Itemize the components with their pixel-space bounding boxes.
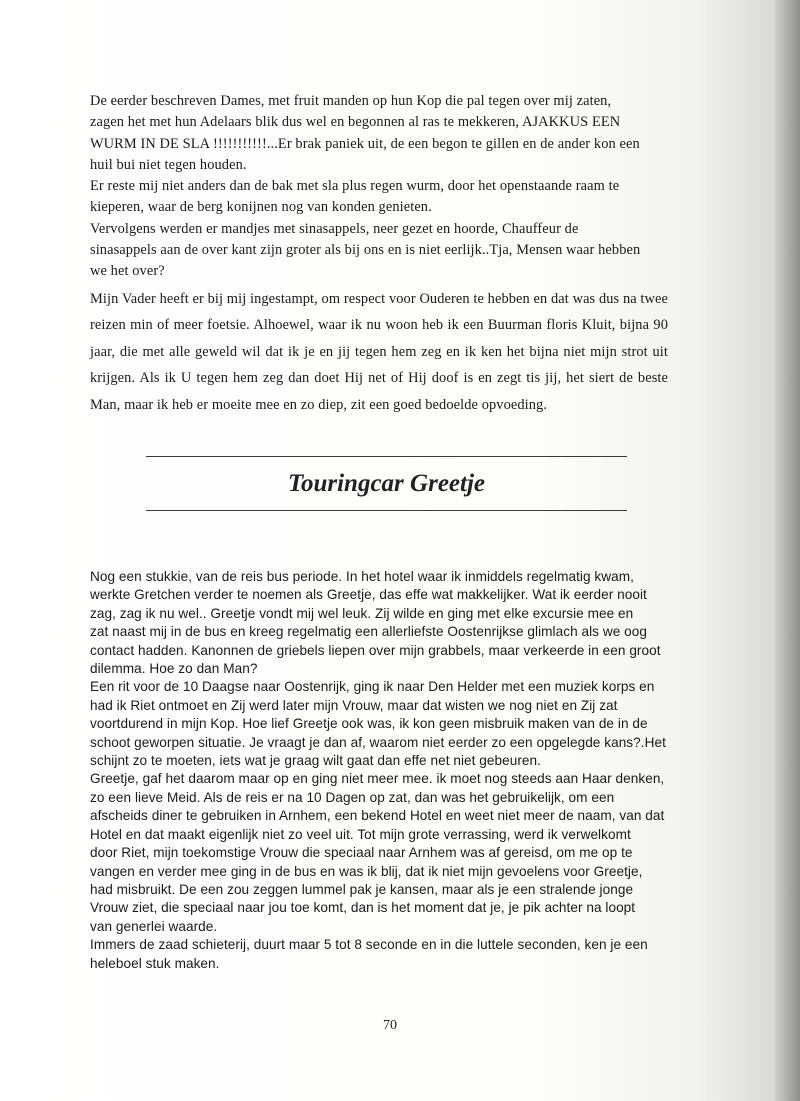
- text-line: Er reste mij niet anders dan de bak met sla plus regen wurm, door het openstaande raam te: [90, 178, 620, 195]
- paragraph-text: Mijn Vader heeft er bij mij ingestampt, om respect voor Ouderen te hebben en dat was dus na twee reizen min of meer foetsie. Alhoewel, waar ik nu woon heb ik een Buurman floris Kluit, bijna 90 jaar, die met alle geweld wil dat ik je en jij tegen hem zeg en ik ken het bijna niet mijn strot uit krijgen. Als ik U tegen hem zeg dan doet Hij net of Hij doof is en zegt tis jij, het siert de beste Man, maar ik heb er moeite mee en zo diep, zit een goed bedoelde opvoeding.: [90, 291, 668, 413]
- text-line: had ik Riet ontmoet en Zij werd later mijn Vrouw, maar dat wisten we nog niet en Zij zat: [90, 697, 618, 713]
- text-line: Nog een stukkie, van de reis bus periode. In het hotel waar ik inmiddels regelmatig kwam,: [90, 569, 634, 584]
- text-line: schijnt zo te moeten, iets wat je graag wilt gaat dan effe net niet gebeuren.: [90, 753, 541, 769]
- text-line: zag, zag ik nu wel.. Greetje vondt mij wel leuk. Zij wilde en ging met elke excursie mee en: [90, 605, 634, 621]
- text-line: vangen en verder mee ging in de bus en was ik blij, dat ik niet mijn gevoelens voor Greetje,: [90, 863, 643, 879]
- text-line: WURM IN DE SLA !!!!!!!!!!!...Er brak paniek uit, de een begon te gillen en de ander kon een: [90, 135, 640, 152]
- text-line: zo een lieve Meid. Als de reis er na 10 Dagen op zat, dan was het gebruikelijk, om een: [90, 789, 615, 805]
- father-respect-paragraph: [90, 286, 668, 418]
- text-line: Vervolgens werden er mandjes met sinasappels, neer gezet en hoorde, Chauffeur de: [90, 220, 579, 237]
- text-line: voortdurend in mijn Kop. Hoe lief Greetje ook was, ik kon geen misbruik maken van de in de: [90, 716, 648, 732]
- text-line: van generlei waarde.: [90, 918, 218, 934]
- text-line: we het over?: [90, 263, 165, 280]
- text-line: had misbruikt. De een zou zeggen lummel pak je kansen, maar als je een stralende jonge: [90, 881, 634, 897]
- page-number: 70: [383, 1018, 397, 1033]
- text-line: afscheids diner te gebruiken in Arnhem, een bekend Hotel en weet niet meer de naam, van dat: [90, 808, 665, 824]
- text-line: werkte Gretchen verder te noemen als Greetje, das effe wat makkelijker. Wat ik eerder nooit: [90, 587, 647, 603]
- text-line: door Riet, mijn toekomstige Vrouw die speciaal naar Arnhem was af gereisd, om me op te: [90, 845, 633, 861]
- text-line: heleboel stuk maken.: [90, 955, 220, 971]
- title-bottom-rule: [146, 510, 627, 511]
- title-top-rule: [146, 456, 627, 457]
- text-line: kieperen, waar de berg konijnen nog van konden genieten.: [90, 199, 432, 216]
- text-line: Vrouw ziet, die speciaal naar jou toe komt, dan is het moment dat je, je pik achter na loopt: [90, 900, 636, 916]
- text-line: contact hadden. Kanonnen de griebels liepen over mijn grabbels, maar verkeerde in een groot: [90, 642, 661, 658]
- text-line: De eerder beschreven Dames, met fruit manden op hun Kop die pal tegen over mij zaten,: [90, 93, 612, 109]
- text-line: dilemma. Hoe zo dan Man?: [90, 661, 258, 677]
- text-line: Een rit voor de 10 Daagse naar Oostenrijk, ging ik naar Den Helder met een muziek korps en: [90, 679, 655, 695]
- text-line: Hotel en dat maakt eigenlijk niet zo veel uit. Tot mijn grote verrassing, werd ik verwelkomt: [90, 826, 631, 842]
- opening-text-block: [90, 91, 668, 283]
- text-line: huil bui niet tegen houden.: [90, 156, 247, 173]
- text-line: zagen het met hun Adelaars blik dus wel en begonnen al ras te mekkeren, AJAKKUS EEN: [90, 114, 621, 131]
- page-edge-shadow: [775, 0, 800, 1101]
- text-line: zat naast mij in de bus en kreeg regelmatig een allerliefste Oostenrijkse glimlach als we oog: [90, 624, 647, 640]
- text-line: sinasappels aan de over kant zijn groter als bij ons en is niet eerlijk..Tja, Mensen waar hebben: [90, 242, 641, 259]
- text-line: Greetje, gaf het daarom maar op en ging niet meer mee. ik moet nog steeds aan Haar denken,: [90, 771, 665, 787]
- text-line: schoot geworpen situatie. Je vraagt je dan af, waarom niet eerder zo een opgelegde kans?.Het: [90, 734, 666, 750]
- section-title: Touringcar Greetje: [288, 470, 485, 497]
- text-line: Immers de zaad schieterij, duurt maar 5 tot 8 seconde en in die luttele seconden, ken je een: [90, 937, 648, 953]
- greetje-story-block: [90, 568, 668, 973]
